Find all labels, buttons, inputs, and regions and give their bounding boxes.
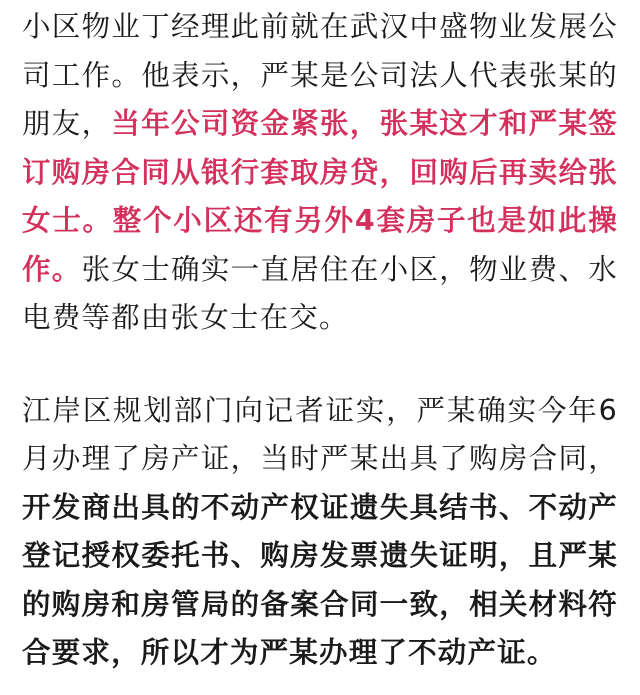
- paragraph-1-highlight: 当年公司资金紧张，张某这才和严某签订购房合同从银行套取房贷，回购后再卖给张女士。整个小区还有另外4套房子也是如此操作。: [22, 107, 618, 286]
- paragraph-planning-department: [22, 387, 618, 678]
- article-body: [22, 0, 618, 678]
- paragraph-2-text-before: 江岸区规划部门向记者证实，严某确实今年6月办理了房产证，当时严某出具了购房合同，: [22, 393, 618, 475]
- paragraph-2-bold: 开发商出具的不动产权证遗失具结书、不动产登记授权委托书、购房发票遗失证明，且严某的购房和房管局的备案合同一致，相关材料符合要求，所以才为严某办理了不动产证。: [22, 490, 618, 669]
- paragraph-property-manager: [22, 3, 618, 343]
- paragraph-1-text-before: 小区物业丁经理此前就在武汉中盛物业发展公司工作。他表示，严某是公司法人代表张某的朋友，: [22, 10, 618, 140]
- paragraph-1-text-after: 张女士确实一直居住在小区，物业费、水电费等都由张女士在交。: [22, 252, 618, 334]
